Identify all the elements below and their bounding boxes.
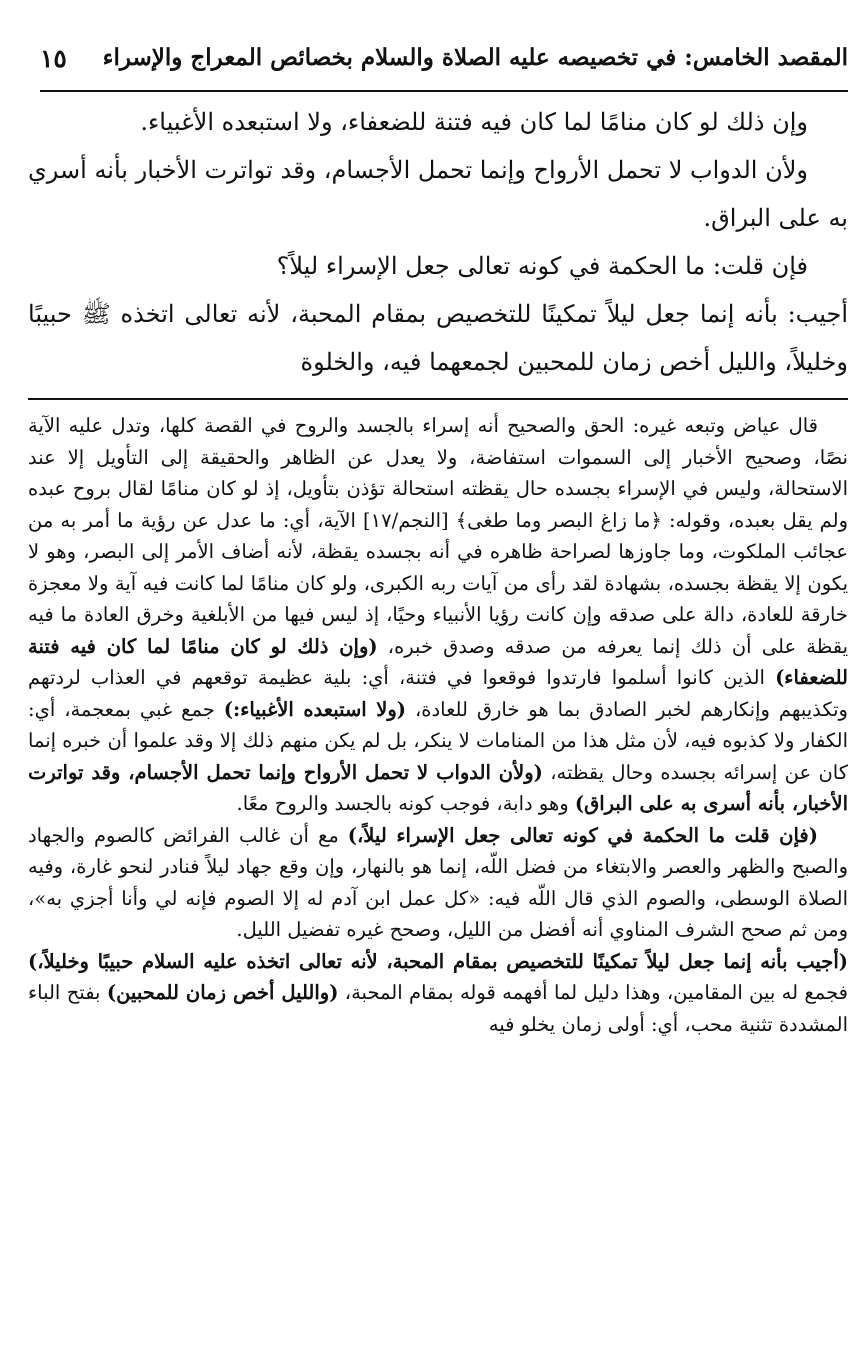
quoted-matn: (وإن ذلك لو كان منامًا لما كان فيه فتنة للضعفاء) [28, 634, 848, 689]
quoted-matn: (والليل أخص زمان للمحبين) [106, 981, 339, 1004]
chapter-title: المقصد الخامس: في تخصيصه عليه الصلاة والسلام بخصائص المعراج والإسراء [102, 44, 848, 71]
quoted-matn: (أجيب بأنه إنما جعل ليلاً تمكينًا للتخصيص بمقام المحبة، لأنه تعالى اتخذه عليه السلام حبيبًا وخليلاً،) [28, 949, 848, 973]
main-text [28, 98, 848, 386]
page-header [40, 40, 848, 90]
commentary-text: جمع غبي بمعجمة، أي: الكفار ولا كذبوه فيه، لأن مثل هذا من المنامات لا ينكر، بل لم يكن منهم ذلك إلا وقد علموا أن خبره إنما كان عن إسرائه بجسده وحال يقظته، [28, 697, 848, 784]
commentary-paragraph [28, 410, 848, 820]
commentary-text: وهو دابة، فوجب كونه بالجسد والروح معًا. [236, 792, 575, 815]
main-paragraph: أجيب: بأنه إنما جعل ليلاً تمكينًا للتخصيص بمقام المحبة، لأنه تعالى اتخذه ﷺ حبيبًا وخليلاً، والليل أخص زمان للمحبين لجمعهما فيه، والخلوة [28, 300, 848, 376]
quoted-matn: (ولأن الدواب لا تحمل الأرواح وإنما تحمل الأجسام، وقد تواترت الأخبار، بأنه أسرى به على البراق) [28, 760, 848, 815]
main-paragraph: فإن قلت: ما الحكمة في كونه تعالى جعل الإسراء ليلاً؟ [276, 252, 808, 280]
quoted-matn: (فإن قلت ما الحكمة في كونه تعالى جعل الإسراء ليلاً،) [347, 823, 818, 847]
commentary-divider [28, 398, 848, 400]
commentary-text: مع أن غالب الفرائض كالصوم والجهاد والصبح والظهر والعصر والابتغاء من فضل اللّه، إنما هو بالنهار، وإن وقع جهاد ليلاً فنادر لنحو غارة، وفيه الصلاة الوسطى، والصوم الذي قال اللّه فيه: «كل عمل ابن آدم له إلا الصوم فإنه لي وأنا أجزي به»، ومن ثم صحح الشرف المناوي أنه أفضل من الليل، وصحح غيره تفضيل الليل. [28, 823, 848, 941]
header-divider [40, 90, 848, 92]
main-paragraph: وإن ذلك لو كان منامًا لما كان فيه فتنة للضعفاء، ولا استبعده الأغبياء. [140, 108, 808, 136]
commentary [28, 410, 848, 1040]
commentary-text: الذين كانوا أسلموا فارتدوا فوقعوا في فتنة، أي: بلية عظيمة توقعهم في العذاب لردتهم وتكذيبهم وإنكارهم لخبر الصادق بما هو خارق للعادة، [28, 666, 848, 721]
main-paragraph: ولأن الدواب لا تحمل الأرواح وإنما تحمل الأجسام، وقد تواترت الأخبار بأنه أسري به على البراق. [28, 156, 848, 232]
quoted-matn: (ولا استبعده الأغبياء:) [223, 697, 407, 721]
commentary-paragraph [28, 946, 848, 1041]
commentary-text: بفتح الباء المشددة تثنية محب، أي: أولى زمان يخلو فيه [28, 981, 848, 1036]
commentary-paragraph [28, 820, 848, 946]
commentary-text: قال عياض وتبعه غيره: الحق والصحيح أنه إسراء بالجسد والروح في القصة كلها، وتدل عليه الآية نصًا، وصحيح الأخبار إلى السموات استفاضة، ولا يعدل عن الظاهر والحقيقة إلى التأويل إلا عند الاستحالة، وليس في الإسراء بجسده حال يقظته استحالة تؤذن بتأويل، إذ لو كان منامًا لقال بروح عبده ولم يقل بعبده، وقوله: ﴿ما زاغ البصر وما طغى﴾ [النجم/١٧] الآية، أي: ما عدل عن رؤية ما أمر به من عجائب الملكوت، وما جاوزها لصراحة ظاهره في أنه بجسده يقظة، لأنه أضاف الأمر إلى البصر، وهو لا يكون إلا يقظة بجسده، بشهادة لقد رأى من آيات ربه الكبرى، ولو كان منامًا لما كانت فيه آية ولا معجزة خارقة للعادة، دالة على صدقه وإن كانت رؤيا الأنبياء وحيًا، إذ ليس فيها من الأبلغية وخرق العادة ما فيه يقظة على أن ذلك إنما يعرفه من صدقه وصدق خبره، [28, 414, 849, 658]
page-number: ١٥ [40, 44, 67, 73]
commentary-text: فجمع له بين المقامين، وهذا دليل لما أفهمه قوله بمقام المحبة، [338, 981, 848, 1004]
